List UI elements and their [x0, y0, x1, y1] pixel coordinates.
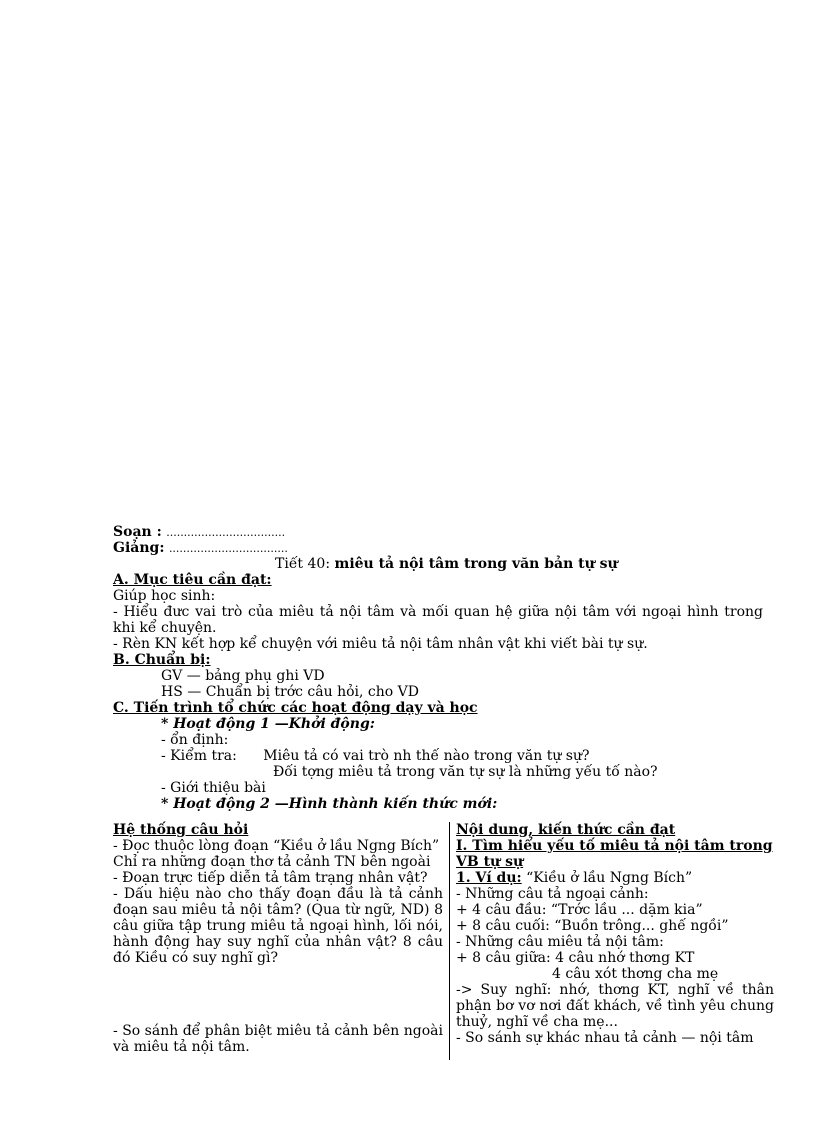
section-a-item1: - Hiểu đưc vai trò của miêu tả nội tâm và mối quan hệ giữa nội tâm với ngoại hình trong khi kể chuyện. — [113, 604, 763, 636]
section-a-heading: A. Mục tiêu cần đạt: — [113, 572, 272, 588]
soan-dots: .................................. — [166, 526, 286, 539]
question-5: - So sánh để phân biệt miêu tả cảnh bên ngoài và miêu tả nội tâm. — [113, 1023, 443, 1055]
content-line-2: + 4 câu đầu: “Trớc lầu ... dặm kia” — [456, 902, 703, 918]
title-prefix: Tiết 40: — [275, 556, 335, 572]
giang-line — [113, 540, 763, 556]
content-line-7: -> Suy nghĩ: nhớ, thơng KT, nghĩ về thân phận bơ vơ nơi đất khách, về tình yêu chung thuỷ, nghĩ về cha mẹ... — [456, 982, 774, 1030]
question-1: - Đọc thuộc lòng đoạn “Kiều ở lầu Ngng Bích” — [113, 838, 440, 854]
content-line-8: - So sánh sự khác nhau tả cảnh — nội tâm — [456, 1030, 754, 1046]
question-column — [113, 822, 443, 1055]
column-divider — [449, 822, 450, 1060]
two-column-table — [113, 822, 774, 1062]
question-4: - Dấu hiệu nào cho thấy đoạn đầu là tả cảnh đoạn sau miêu tả nội tâm? (Qua từ ngữ, ND) 8 câu giữa tập trung miêu tả ngoại hình, lối nói, hành động hay suy nghĩ của nhân vật? 8 câu đó Kiều có suy nghĩ gì? — [113, 886, 443, 966]
question-2: Chỉ ra những đoạn thơ tả cảnh TN bên ngoài — [113, 854, 431, 870]
giang-label: Giảng: — [113, 540, 165, 556]
kiem-tra-q1: Miêu tả có vai trò nh thế nào trong văn tự sự? — [263, 748, 590, 764]
content-line-3: + 8 câu cuối: “Buồn trông... ghế ngồi” — [456, 918, 729, 934]
kiem-tra-label: - Kiểm tra: — [161, 748, 237, 764]
title-main: miêu tả nội tâm trong văn bản tự sự — [334, 556, 618, 572]
section-a-item2: - Rèn KN kết hợp kể chuyện với miêu tả nội tâm nhân vật khi viết bài tự sự. — [113, 636, 648, 652]
example-line — [456, 870, 774, 886]
content-column — [456, 822, 774, 1046]
giang-dots: .................................. — [168, 542, 288, 555]
section-b-hs: HS — Chuẩn bị trớc câu hỏi, cho VD — [161, 684, 419, 700]
content-column-heading: Nội dung, kiến thức cần đạt — [456, 822, 676, 838]
section-c-heading: C. Tiến trình tổ chức các hoạt động dạy và học — [113, 700, 478, 716]
on-dinh: - ổn định: — [161, 732, 229, 748]
example-text: “Kiều ở lầu Ngng Bích” — [521, 870, 693, 886]
lesson-header — [113, 524, 763, 812]
kiem-tra-line — [113, 748, 763, 764]
soan-label: Soạn : — [113, 524, 162, 540]
soan-line — [113, 524, 763, 540]
kiem-tra-q2: Đối tợng miêu tả trong văn tự sự là những yếu tố nào? — [273, 764, 658, 780]
question-3: - Đoạn trực tiếp diễn tả tâm trạng nhân vật? — [113, 870, 428, 886]
content-subheading: I. Tìm hiểu yếu tố miêu tả nội tâm trong VB tự sự — [456, 838, 773, 870]
section-b-gv: GV — bảng phụ ghi VD — [161, 668, 325, 684]
activity-1-heading: * Hoạt động 1 —Khởi động: — [161, 716, 375, 732]
example-label: 1. Ví dụ: — [456, 870, 522, 886]
content-line-1: - Những câu tả ngoại cảnh: — [456, 886, 649, 902]
content-line-5: + 8 câu giữa: 4 câu nhớ thơng KT — [456, 950, 695, 966]
section-b-heading: B. Chuẩn bị: — [113, 652, 211, 668]
section-a-intro: Giúp học sinh: — [113, 588, 216, 604]
gioi-thieu-bai: - Giới thiệu bài — [161, 780, 266, 796]
question-column-heading: Hệ thống câu hỏi — [113, 822, 249, 838]
content-line-6: 4 câu xót thơng cha mẹ — [552, 966, 719, 982]
activity-2-heading: * Hoạt động 2 —Hình thành kiến thức mới: — [161, 796, 498, 812]
content-line-4: - Những câu miêu tả nội tâm: — [456, 934, 664, 950]
page-title — [113, 556, 763, 572]
